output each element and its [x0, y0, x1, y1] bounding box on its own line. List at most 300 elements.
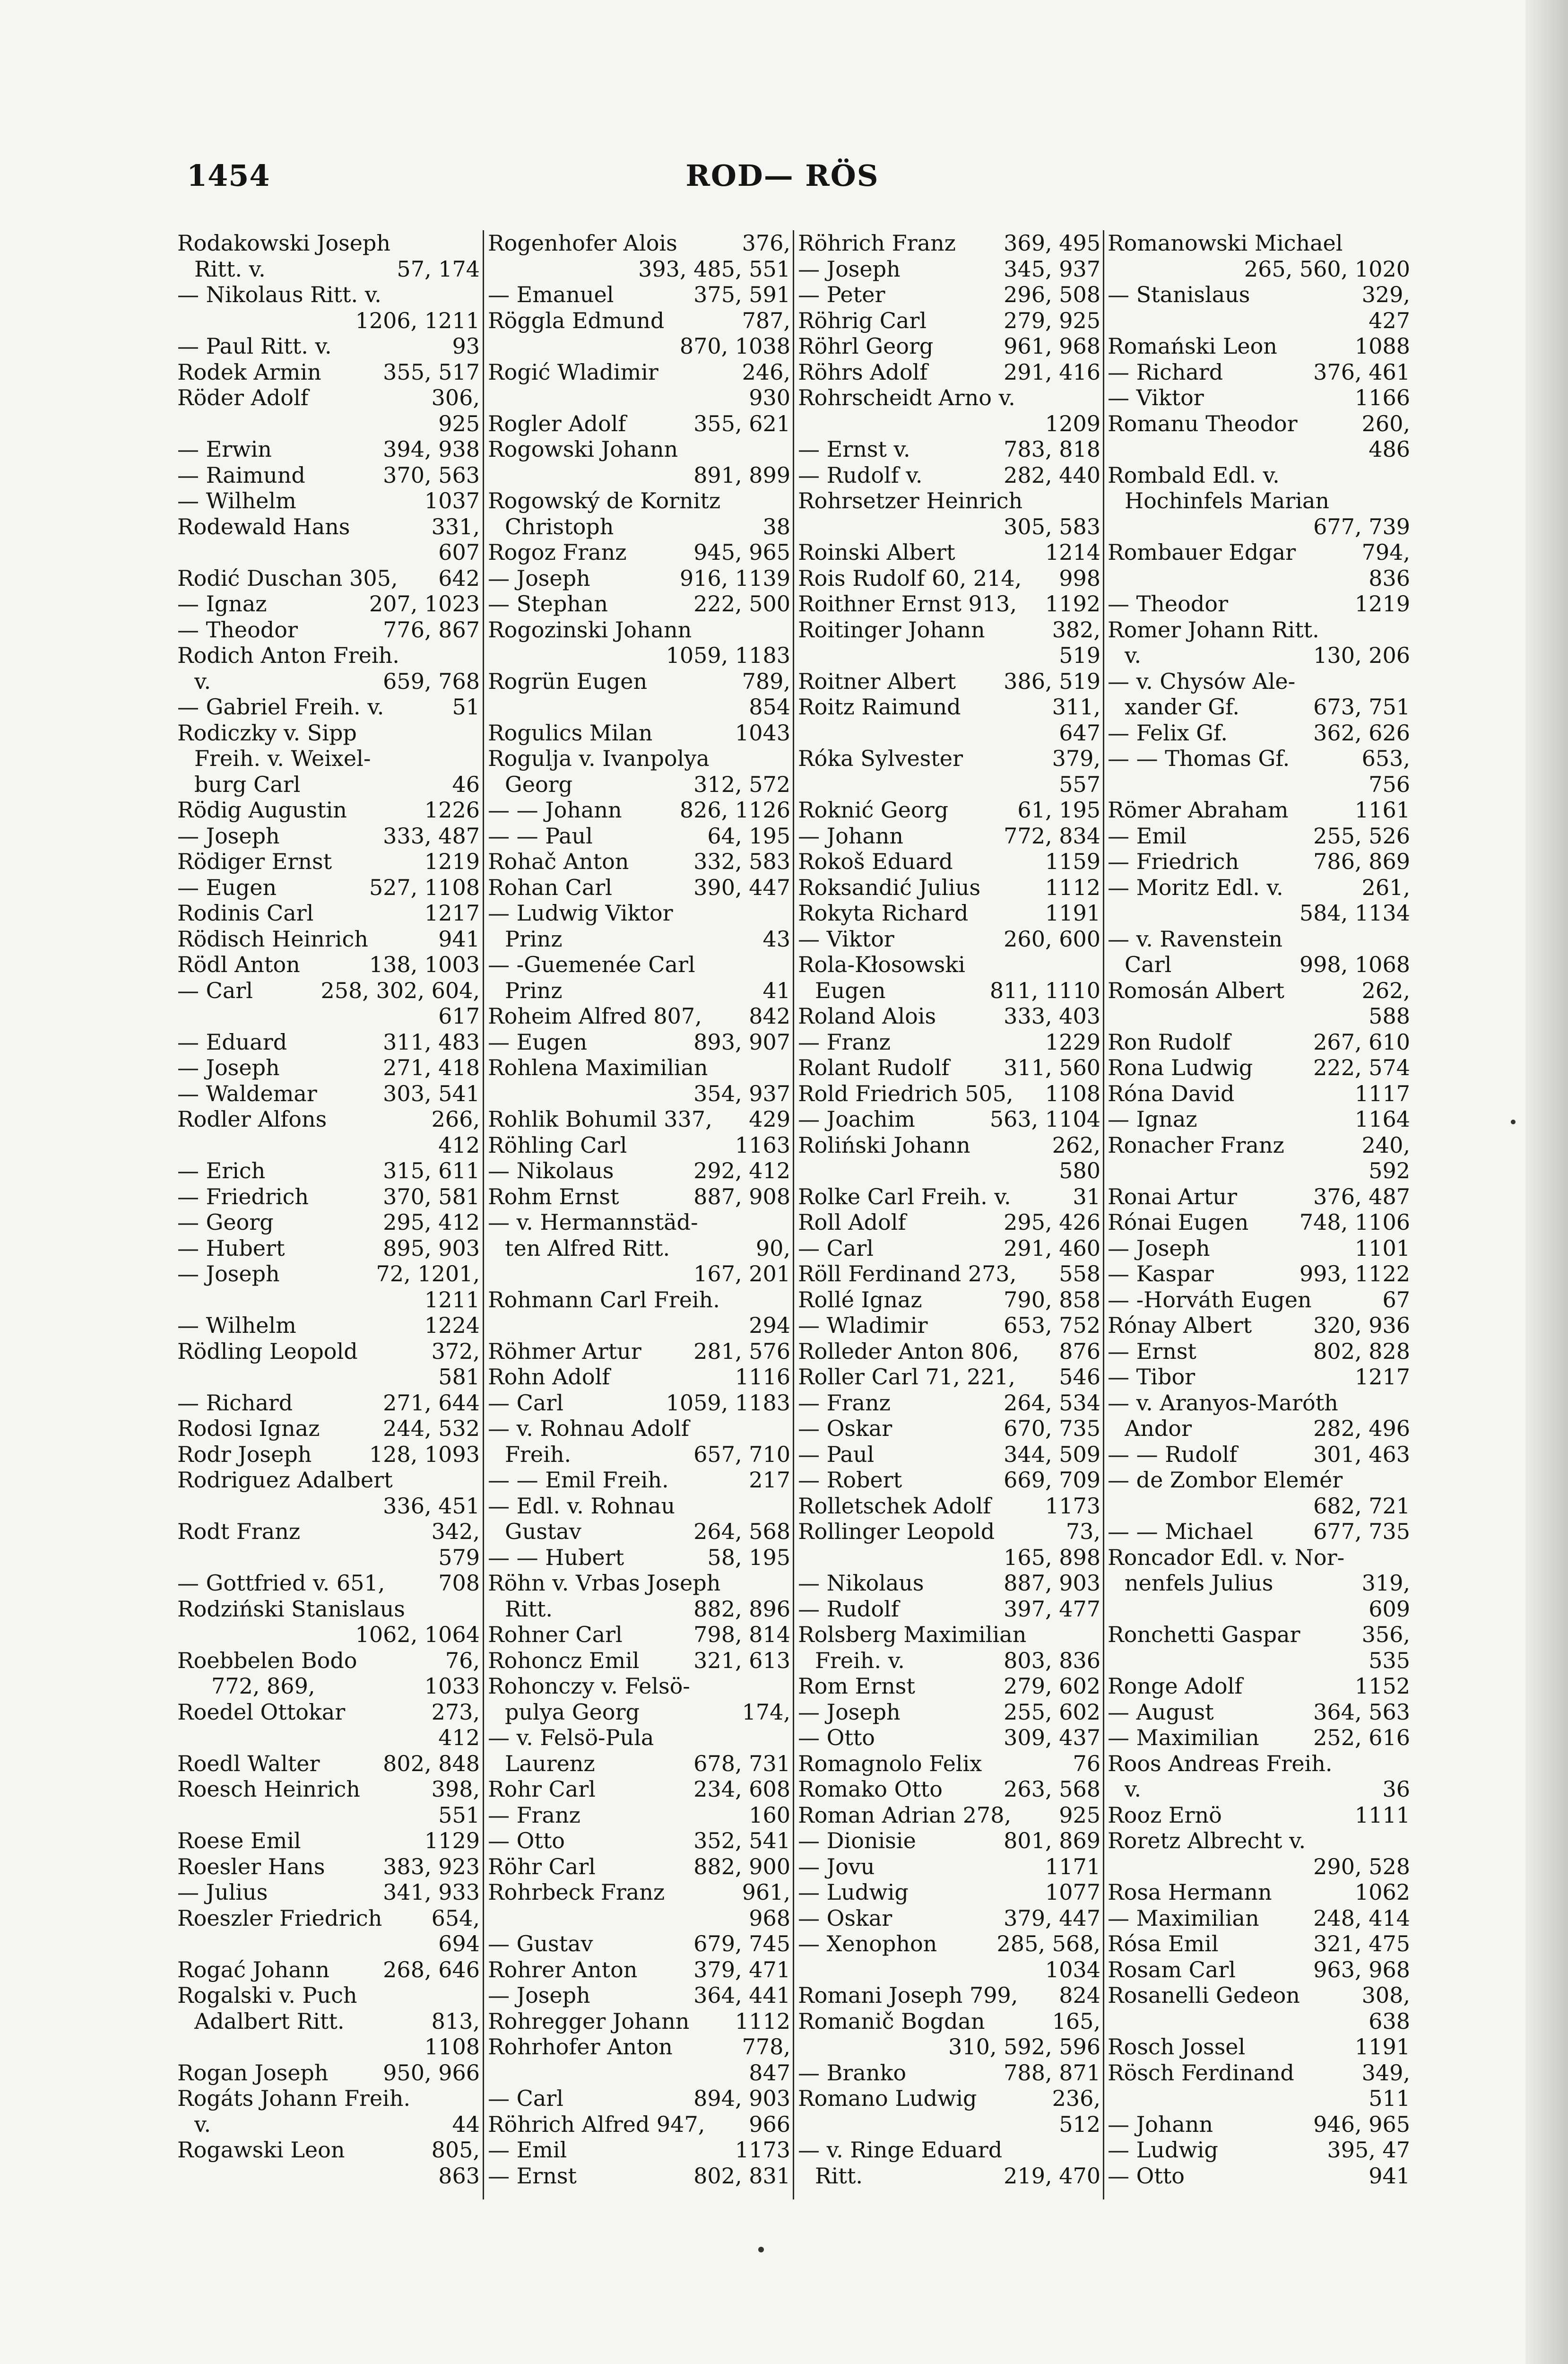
entry-pages: 1159 [1045, 849, 1100, 874]
entry-pages: 43 [762, 926, 790, 952]
index-entry [1108, 1312, 1410, 1338]
entry-name: — Friedrich [1108, 849, 1239, 874]
index-entry [1108, 797, 1410, 823]
index-entry-continuation [488, 1081, 790, 1107]
entry-name: — Eugen [488, 1029, 588, 1055]
entry-name: Rohrbeck Franz [488, 1879, 665, 1905]
entry-name: Rödisch Heinrich [177, 926, 368, 952]
entry-pages: 891, 899 [693, 462, 790, 488]
entry-pages: 266, [431, 1106, 480, 1132]
entry-pages: 412 [438, 1132, 480, 1158]
entry-name: — v. Ravenstein [1108, 926, 1282, 952]
entry-name: — Nikolaus [798, 1570, 924, 1596]
index-entry [798, 797, 1100, 823]
entry-name: Rohlik Bohumil 337, [488, 1106, 712, 1132]
entry-pages [786, 436, 790, 462]
index-entry [488, 514, 790, 540]
entry-name: — Branko [798, 2060, 907, 2086]
entry-name: Rosanelli Gedeon [1108, 1982, 1300, 2008]
index-entry [1108, 1725, 1410, 1751]
entry-name: Rogan Joseph [177, 2060, 329, 2086]
index-entry [177, 1751, 480, 1777]
index-entry [177, 385, 480, 411]
index-entry-continuation [177, 1493, 480, 1519]
entry-pages: 642 [438, 565, 480, 591]
entry-pages: 51 [452, 694, 480, 720]
entry-pages: 826, 1126 [679, 797, 790, 823]
index-entry [177, 978, 480, 1004]
index-entry [177, 1673, 480, 1699]
entry-pages: 292, 412 [693, 1158, 790, 1183]
entry-pages: 260, 600 [1004, 926, 1100, 952]
entry-pages: 968 [749, 1905, 790, 1931]
entry-pages [475, 2086, 480, 2112]
index-entry [488, 1055, 790, 1081]
entry-name: — Joachim [798, 1106, 915, 1132]
entry-pages: 805, [431, 2137, 480, 2163]
index-entry [798, 1106, 1100, 1132]
entry-pages: 382, [1052, 617, 1100, 643]
entry-pages: 588 [1369, 1003, 1410, 1029]
entry-name: Röhrig Carl [798, 307, 927, 333]
entry-pages: 246, [742, 359, 790, 385]
entry-pages: 258, 302, 604, [321, 977, 480, 1003]
entry-pages: 305, 583 [1004, 513, 1100, 539]
entry-pages: 273, [431, 1699, 480, 1725]
index-entry [798, 1776, 1100, 1802]
entry-name: Roedel Ottokar [177, 1699, 346, 1725]
index-entry [1108, 1287, 1410, 1313]
index-entry [1108, 1802, 1410, 1828]
entry-pages: 64, 195 [707, 823, 790, 849]
index-entry-continuation [1108, 2086, 1410, 2112]
entry-name: Rödiger Ernst [177, 849, 332, 874]
index-entry [1108, 1957, 1410, 1983]
index-entry [177, 772, 480, 798]
entry-pages: 309, 437 [1004, 1725, 1100, 1750]
entry-name: — Theodor [177, 617, 298, 643]
entry-pages: 379, 471 [693, 1956, 790, 1982]
index-entry [798, 1699, 1100, 1725]
index-entry [798, 1879, 1100, 1905]
index-entry [177, 488, 480, 514]
entry-pages: 329, [1361, 282, 1410, 307]
entry-name: Rolant Rudolf [798, 1055, 950, 1080]
entry-name: — Xenophon [798, 1931, 937, 1956]
index-entry [798, 385, 1100, 411]
entry-pages [1096, 488, 1100, 514]
entry-name: Rohač Anton [488, 849, 629, 874]
index-entry [177, 1879, 480, 1905]
entry-pages: 1062 [1354, 1879, 1410, 1905]
entry-name: Rodt Franz [177, 1519, 301, 1544]
index-entry [798, 1081, 1100, 1107]
index-entry [798, 1003, 1100, 1029]
entry-name: Rohrsetzer Heinrich [798, 488, 1023, 513]
entry-name: — Dionisie [798, 1828, 916, 1853]
entry-pages: 647 [1059, 720, 1100, 746]
entry-name: Röhn v. Vrbas Joseph [488, 1570, 721, 1596]
entry-name: Rödl Anton [177, 952, 300, 977]
entry-pages: 219, 470 [1004, 2163, 1100, 2189]
index-entry [177, 1106, 480, 1132]
entry-pages: 248, 414 [1313, 1905, 1410, 1931]
entry-name: — — Thomas Gf. [1108, 746, 1290, 771]
entry-name: Rodich Anton Freih. [177, 643, 399, 668]
index-entry [488, 926, 790, 952]
index-entry [1108, 1673, 1410, 1699]
index-entry-continuation [1108, 2008, 1410, 2034]
index-entry-continuation [177, 1132, 480, 1158]
entry-name: — Raimund [177, 462, 305, 488]
entry-pages: 46 [452, 771, 480, 797]
entry-pages: 617 [438, 1003, 480, 1029]
entry-name: burg Carl [194, 771, 301, 797]
entry-pages: 893, 907 [693, 1029, 790, 1055]
index-entry-continuation [1108, 436, 1410, 462]
index-entry-continuation [1108, 1158, 1410, 1184]
entry-name: — Eduard [177, 1029, 287, 1055]
entry-pages: 778, [742, 2034, 790, 2060]
index-entry [177, 694, 480, 720]
index-entry [1108, 359, 1410, 385]
entry-pages [475, 1982, 480, 2008]
index-entry [798, 1416, 1100, 1442]
index-entry [798, 849, 1100, 875]
index-entry [488, 411, 790, 437]
index-entry-continuation [798, 1957, 1100, 1983]
entry-name: — Ernst [488, 2163, 577, 2189]
index-entry-continuation [177, 1545, 480, 1571]
index-entry [488, 1416, 790, 1442]
entry-name: Romański Leon [1108, 333, 1277, 359]
index-entry-continuation [177, 308, 480, 334]
entry-pages: 1108 [424, 2034, 480, 2060]
entry-name: Rogoz Franz [488, 539, 627, 565]
index-entry-continuation [177, 1003, 480, 1029]
index-entry [1108, 1982, 1410, 2008]
index-entry [488, 746, 790, 772]
entry-name: — Franz [798, 1029, 891, 1055]
entry-name: Rohregger Johann [488, 2008, 690, 2034]
index-entry-continuation [798, 1158, 1100, 1184]
entry-pages: 694 [438, 1931, 480, 1956]
entry-name: Roitner Albert [798, 668, 956, 694]
index-entry [1108, 1931, 1410, 1957]
index-entry-continuation [798, 643, 1100, 669]
index-entry-continuation [488, 1261, 790, 1287]
entry-name: — — Johann [488, 797, 622, 823]
entry-name: — Emanuel [488, 282, 614, 307]
entry-pages: 653, [1361, 746, 1410, 771]
entry-pages: 281, 576 [693, 1338, 790, 1364]
index-entry-continuation [1108, 1493, 1410, 1519]
entry-pages: 679, 745 [693, 1931, 790, 1956]
index-entry [177, 2086, 480, 2112]
entry-pages: 836 [1369, 565, 1410, 591]
entry-pages: 1217 [1354, 1364, 1410, 1390]
entry-pages: 863 [438, 2163, 480, 2189]
entry-name: Rösch Ferdinand [1108, 2060, 1294, 2086]
entry-pages: 993, 1122 [1299, 1261, 1410, 1286]
index-entry [177, 282, 480, 308]
index-entry [798, 1596, 1100, 1622]
index-entry [177, 1442, 480, 1468]
entry-name: — Ignaz [177, 591, 267, 617]
entry-pages: 73, [1066, 1519, 1100, 1544]
entry-pages: 887, 903 [1004, 1570, 1100, 1596]
index-entry [488, 436, 790, 462]
entry-name: — Georg [177, 1209, 274, 1235]
entry-pages: 963, 968 [1313, 1956, 1410, 1982]
index-entry [488, 1957, 790, 1983]
entry-pages [1405, 1751, 1410, 1777]
index-entry [177, 720, 480, 746]
index-entry [798, 436, 1100, 462]
entry-name: — Otto [488, 1828, 565, 1853]
entry-pages: 653, 752 [1004, 1312, 1100, 1338]
entry-pages: 1191 [1045, 900, 1100, 926]
index-entry [798, 1338, 1100, 1365]
entry-pages: 1163 [735, 1132, 790, 1158]
entry-pages: 1117 [1354, 1080, 1410, 1106]
index-entry [798, 1209, 1100, 1235]
entry-pages: 1217 [424, 900, 480, 926]
entry-pages: 321, 475 [1313, 1931, 1410, 1956]
entry-pages: 342, [431, 1519, 480, 1544]
entry-name: Romer Johann Ritt. [1108, 617, 1319, 643]
index-entry [177, 2008, 480, 2034]
entry-name: — Tibor [1108, 1364, 1195, 1390]
entry-pages: 390, 447 [693, 874, 790, 900]
entry-name: Rohoncz Emil [488, 1647, 640, 1673]
index-entry [488, 1132, 790, 1158]
index-entry [798, 1467, 1100, 1493]
index-entry [177, 1235, 480, 1261]
entry-name: Rogowský de Kornitz [488, 488, 721, 513]
index-entry [488, 1106, 790, 1132]
entry-name: — v. Felsö-Pula [488, 1725, 654, 1750]
index-entry [488, 823, 790, 849]
entry-pages: 174, [742, 1699, 790, 1725]
entry-name: ten Alfred Ritt. [505, 1235, 670, 1261]
index-entry [1108, 1442, 1410, 1468]
index-entry [177, 643, 480, 669]
entry-pages: 546 [1059, 1364, 1100, 1390]
entry-pages: 76 [1073, 1750, 1100, 1776]
entry-pages: 678, 731 [693, 1750, 790, 1776]
entry-pages [786, 952, 790, 978]
entry-pages: 58, 195 [707, 1544, 790, 1570]
index-entry [798, 282, 1100, 308]
entry-pages: 748, 1106 [1299, 1209, 1410, 1235]
index-entry [1108, 1416, 1410, 1442]
entry-name: — Moritz Edl. v. [1108, 874, 1283, 900]
entry-name: — -Guemenée Carl [488, 952, 695, 977]
index-entry [1108, 1106, 1410, 1132]
entry-name: — Robert [798, 1467, 902, 1493]
index-entry [1108, 849, 1410, 875]
entry-name: — Joseph [1108, 1235, 1210, 1261]
index-entry [1108, 1905, 1410, 1931]
entry-pages: 854 [749, 694, 790, 720]
entry-pages: 882, 896 [693, 1596, 790, 1622]
entry-pages: 882, 900 [693, 1853, 790, 1879]
entry-name: v. [194, 668, 211, 694]
entry-name: Roesler Hans [177, 1853, 325, 1879]
entry-name: Röhrl Georg [798, 333, 934, 359]
entry-pages: 558 [1059, 1261, 1100, 1286]
entry-name: — Felix Gf. [1108, 720, 1228, 746]
entry-pages: 803, 836 [1004, 1647, 1100, 1673]
entry-name: — — Emil Freih. [488, 1467, 669, 1493]
entry-name: Ronacher Franz [1108, 1132, 1284, 1158]
entry-pages [786, 746, 790, 772]
entry-name: — Richard [1108, 359, 1223, 385]
entry-pages: 279, 925 [1004, 307, 1100, 333]
index-entry [488, 875, 790, 901]
index-entry [1108, 2034, 1410, 2060]
entry-pages: 93 [452, 333, 480, 359]
entry-pages: 1206, 1211 [355, 307, 480, 333]
entry-name: Rodek Armin [177, 359, 321, 385]
entry-pages: 255, 526 [1313, 823, 1410, 849]
index-entry [798, 591, 1100, 617]
index-entry [488, 2086, 790, 2112]
index-entry [177, 359, 480, 385]
index-entry [798, 1029, 1100, 1055]
index-entry [1108, 462, 1410, 488]
entry-name: — — Hubert [488, 1544, 624, 1570]
entry-pages: 320, 936 [1313, 1312, 1410, 1338]
index-entry [488, 1493, 790, 1519]
entry-name: Rola-Kłosowski [798, 952, 965, 977]
index-entry [798, 1493, 1100, 1519]
entry-pages: 945, 965 [693, 539, 790, 565]
index-entry [798, 823, 1100, 849]
entry-pages: 1161 [1354, 797, 1410, 823]
entry-pages [1405, 1467, 1410, 1493]
entry-pages: 925 [1059, 1802, 1100, 1828]
index-entry [798, 1982, 1100, 2008]
index-entry [488, 1854, 790, 1880]
entry-name: Rogozinski Johann [488, 617, 692, 643]
entry-name: Rosch Jossel [1108, 2034, 1246, 2060]
entry-pages: 941 [438, 926, 480, 952]
entry-pages [1096, 952, 1100, 978]
entry-pages: 165, 898 [1004, 1544, 1100, 1570]
entry-name: Rogawski Leon [177, 2137, 345, 2163]
entry-pages: 398, [431, 1776, 480, 1802]
entry-pages: 551 [438, 1802, 480, 1828]
index-entry [488, 1596, 790, 1622]
index-entry [488, 1209, 790, 1235]
entry-pages: 167, 201 [693, 1261, 790, 1286]
index-entry [1108, 1364, 1410, 1390]
entry-name: Röhrich Alfred 947, [488, 2111, 705, 2137]
entry-pages: 657, 710 [693, 1441, 790, 1467]
entry-name: Roksandić Julius [798, 874, 981, 900]
entry-name: Rodosi Ignaz [177, 1416, 320, 1441]
index-entry [1108, 1467, 1410, 1493]
entry-name: Romosán Albert [1108, 977, 1284, 1003]
entry-name: — Wilhelm [177, 1312, 296, 1338]
entry-pages: 1164 [1354, 1106, 1410, 1132]
entry-pages: 369, 495 [1004, 230, 1100, 256]
index-entry [1108, 2060, 1410, 2086]
entry-pages: 1226 [424, 797, 480, 823]
entry-pages: 397, 477 [1004, 1596, 1100, 1622]
index-entry [177, 1982, 480, 2008]
index-entry [1108, 643, 1410, 669]
entry-pages: 222, 500 [693, 591, 790, 617]
entry-pages [1405, 617, 1410, 643]
entry-name: — Richard [177, 1390, 293, 1416]
entry-pages: 282, 440 [1004, 462, 1100, 488]
entry-pages: 584, 1134 [1299, 900, 1410, 926]
entry-name: — v. Hermannstäd- [488, 1209, 698, 1235]
entry-name: — Joseph [798, 1699, 901, 1725]
index-entry [488, 1776, 790, 1802]
index-entry [488, 1828, 790, 1854]
index-entry [488, 1545, 790, 1571]
entry-name: — Gustav [488, 1931, 593, 1956]
index-entry [177, 1467, 480, 1493]
index-entry [488, 978, 790, 1004]
entry-pages: 395, 47 [1327, 2137, 1410, 2163]
index-entry [488, 1287, 790, 1313]
entry-name: Romanowski Michael [1108, 230, 1343, 256]
entry-pages: 592 [1369, 1158, 1410, 1183]
entry-name: Rokyta Richard [798, 900, 969, 926]
index-entry [488, 308, 790, 334]
index-entry [488, 2008, 790, 2034]
entry-pages: 894, 903 [693, 2086, 790, 2111]
entry-pages: 1101 [1354, 1235, 1410, 1261]
index-entry [1108, 1261, 1410, 1287]
entry-name: — Carl [798, 1235, 874, 1261]
entry-pages: 364, 563 [1313, 1699, 1410, 1725]
entry-pages [1096, 1622, 1100, 1648]
entry-name: — Franz [488, 1802, 580, 1828]
index-entry [798, 1235, 1100, 1261]
index-entry [798, 694, 1100, 720]
index-entry [488, 900, 790, 926]
entry-name: Roknić Georg [798, 797, 949, 823]
entry-pages: 333, 403 [1004, 1003, 1100, 1029]
entry-name: — Ludwig [798, 1879, 909, 1905]
entry-pages: 295, 426 [1004, 1209, 1100, 1235]
entry-name: Rohner Carl [488, 1622, 623, 1647]
entry-name: — Ludwig Viktor [488, 900, 673, 926]
entry-name: — Maximilian [1108, 1905, 1259, 1931]
entry-pages: 362, 626 [1313, 720, 1410, 746]
index-entry [1108, 1570, 1410, 1596]
index-entry [488, 1029, 790, 1055]
entry-name: — Theodor [1108, 591, 1228, 617]
entry-name: Rom Ernst [798, 1673, 915, 1699]
entry-pages: 356, [1361, 1622, 1410, 1647]
entry-name: nenfels Julius [1125, 1570, 1273, 1596]
index-entry [1108, 1081, 1410, 1107]
entry-pages: 1043 [735, 720, 790, 746]
index-entry [1108, 746, 1410, 772]
index-entry [1108, 2112, 1410, 2138]
entry-name: — Peter [798, 282, 885, 307]
index-entry [798, 1828, 1100, 1854]
entry-pages: 332, 583 [693, 849, 790, 874]
entry-name: Freih. v. Weixel- [194, 746, 371, 771]
